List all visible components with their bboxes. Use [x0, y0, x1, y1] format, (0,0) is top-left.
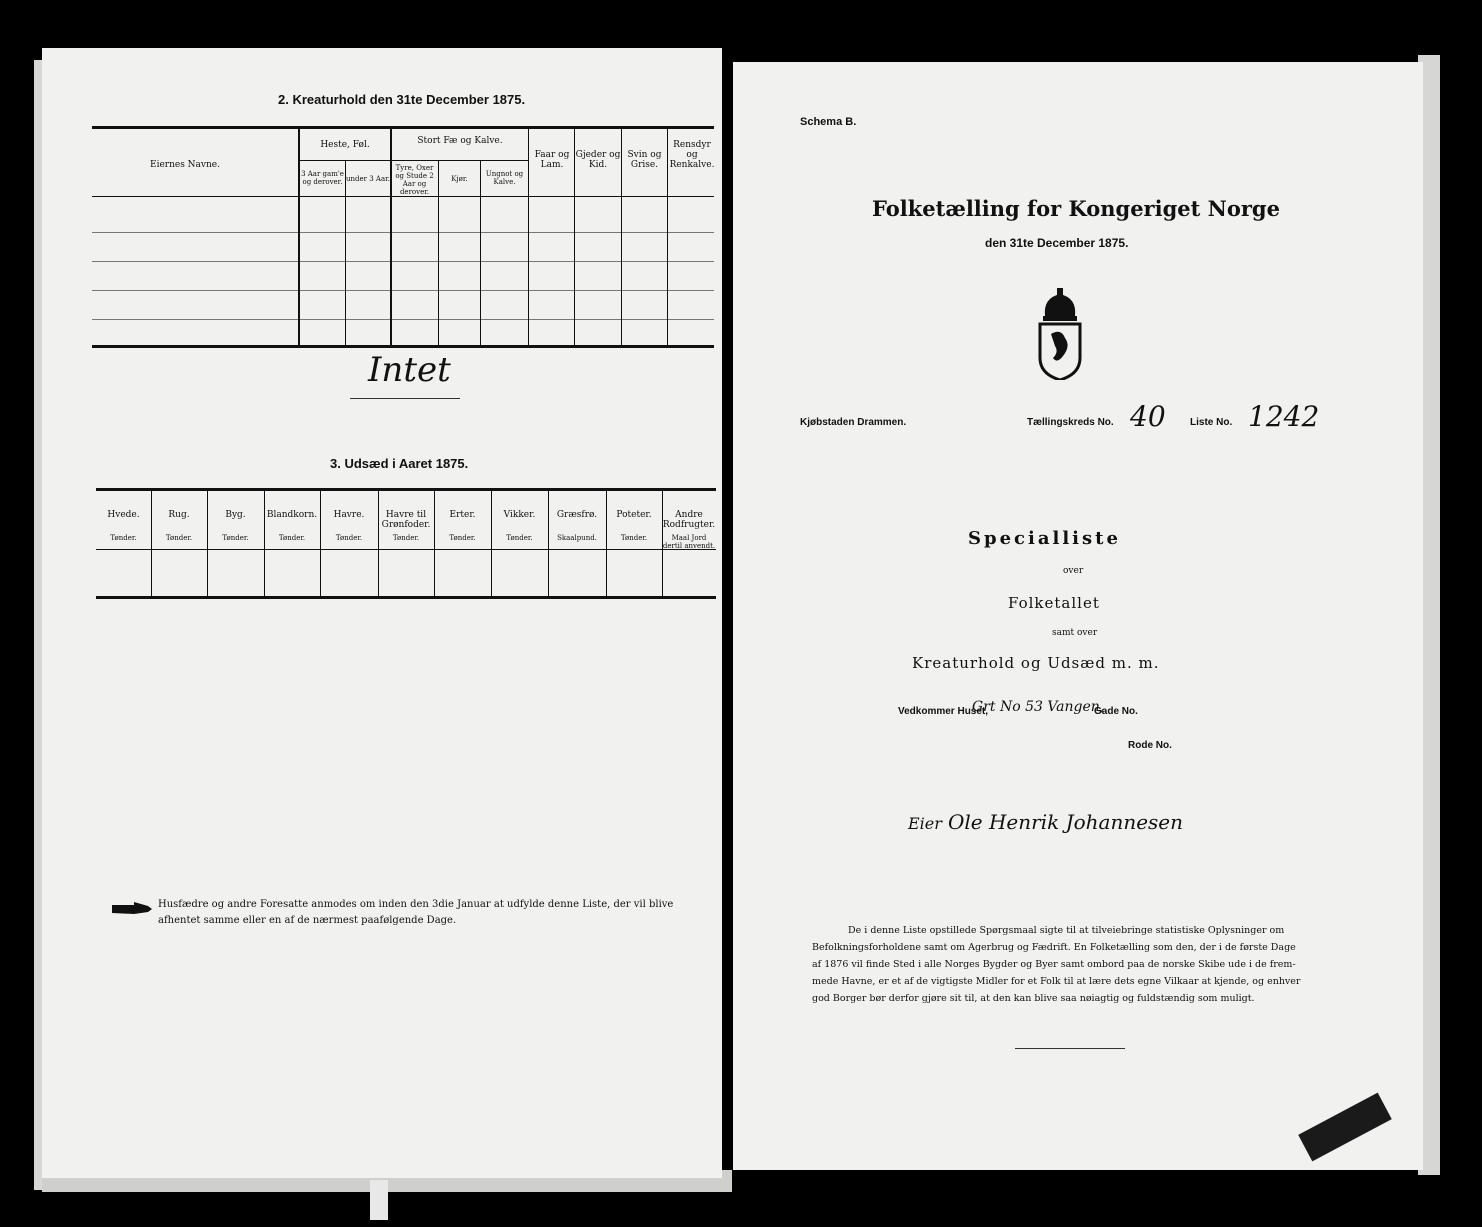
handwritten-intet: Intet: [368, 350, 451, 390]
paragraph-line-1: De i denne Liste opstillede Spørgsmaal sigte til at tilveiebringe statistiske Oplysninger om: [848, 925, 1285, 936]
section3-header-6: Havre til Grønfoder.: [381, 510, 431, 530]
notice-line-2: afhentet samme eller en af de nærmest paafølgende Dage.: [158, 915, 457, 926]
norwegian-crest-icon: [1035, 288, 1085, 380]
gade-label: Gade No.: [1094, 706, 1138, 717]
col-sheep-header: Faar og Lam.: [534, 150, 570, 170]
col-horses-sub-b: under 3 Aar.: [346, 175, 390, 183]
section2-subheader-rule: [298, 160, 390, 161]
col-cattle-sub-c: Ungnot og Kalve.: [485, 170, 524, 186]
col-horses-sub-a: 3 Aar gam'e og derover.: [301, 170, 344, 186]
section3-col-divider: [434, 490, 435, 598]
schema-label: Schema B.: [800, 116, 857, 128]
section2-col-divider: [438, 160, 439, 346]
section3-unit-4: Tønder.: [278, 534, 306, 542]
section3-title: 3. Udsæd i Aaret 1875.: [330, 456, 469, 471]
section3-col-divider: [151, 490, 152, 598]
section2-col-divider: [480, 160, 481, 346]
over-text: over: [1063, 566, 1084, 576]
kreds-label: Tællingskreds No.: [1027, 417, 1114, 428]
section3-unit-1: Tønder.: [110, 534, 137, 542]
section3-col-divider: [606, 490, 607, 598]
paragraph-line-4: mede Havne, er et af de vigtigste Midler for et Folk til at lære dets egne Vilkaar at kjende, og enhver: [812, 976, 1301, 987]
samt-over-text: samt over: [1052, 628, 1098, 638]
section2-col-divider: [528, 128, 529, 346]
census-date: den 31te December 1875.: [985, 236, 1129, 250]
section3-header-10: Poteter.: [616, 510, 652, 520]
paragraph-line-3: af 1876 vil finde Sted i alle Norges Bygder og Byer samt ombord paa de norske Skibe ude i de frem-: [812, 959, 1296, 970]
section3-header-4: Blandkorn.: [266, 510, 318, 520]
col-goats-header: Gjeder og Kid.: [575, 150, 621, 170]
section3-unit-5: Tønder.: [335, 534, 363, 542]
section3-col-divider: [207, 490, 208, 598]
section2-title: 2. Kreaturhold den 31te December 1875.: [278, 92, 526, 107]
census-title: Folketælling for Kongeriget Norge: [872, 196, 1280, 221]
section3-top-rule: [96, 488, 716, 491]
handwriting-underline: [350, 398, 460, 399]
vedkommer-label: Vedkommer Huset,: [898, 706, 989, 717]
folketallet-text: Folketallet: [1008, 594, 1100, 612]
section3-bottom-rule: [96, 596, 716, 599]
col-owner-header: Eiernes Navne.: [150, 160, 220, 170]
notice-line-1: Husfædre og andre Foresatte anmodes om inden den 3die Januar at udfylde denne Liste, der vil blive: [158, 899, 674, 910]
left-page: [42, 48, 722, 1178]
pointing-hand-icon: [112, 900, 152, 918]
closing-rule: [1015, 1048, 1125, 1049]
section3-header-1: Hvede.: [107, 510, 140, 520]
specialliste-heading: Specialliste: [968, 528, 1121, 549]
kreds-value: 40: [1130, 400, 1166, 433]
section3-col-divider: [548, 490, 549, 598]
section2-subheader-rule: [390, 160, 528, 161]
section3-header-7: Erter.: [449, 510, 476, 520]
section3-col-divider: [491, 490, 492, 598]
kjobstad-label: Kjøbstaden Drammen.: [800, 417, 907, 428]
section3-header-8: Vikker.: [503, 510, 536, 520]
paragraph-line-2: Befolkningsforholdene samt om Agerbrug og Fædrift. En Folketælling som den, der i de første Dage: [812, 942, 1296, 953]
section3-header-11: Andre Rodfrugter.: [662, 510, 716, 530]
binding-clip: [370, 1180, 388, 1220]
section3-col-divider: [264, 490, 265, 598]
col-cattle-sub-b: Kjør.: [451, 175, 468, 183]
col-pigs-header: Svin og Grise.: [627, 150, 662, 170]
section3-unit-8: Tønder.: [506, 534, 533, 542]
section3-header-9: Græsfrø.: [556, 510, 598, 520]
col-reindeer-header: Rensdyr og Renkalve.: [669, 140, 715, 170]
col-horses-header: Heste, Føl.: [320, 140, 370, 150]
owner-name: Ole Henrik Johannesen: [948, 810, 1184, 834]
section3-unit-11: Maal Jord dertil anvendt.: [662, 534, 716, 550]
section3-header-2: Rug.: [168, 510, 190, 520]
paragraph-line-5: god Borger bør derfor gjøre sit til, at den kan blive saa nøiagtig og fuldstændig som muligt.: [812, 993, 1255, 1004]
col-cattle-header: Stort Fæ og Kalve.: [417, 136, 503, 146]
rode-label: Rode No.: [1128, 740, 1172, 751]
section3-unit-2: Tønder.: [165, 534, 193, 542]
col-cattle-sub-a: Tyre, Oxer og Stude 2 Aar og derover.: [395, 164, 434, 196]
section3-header-rule: [96, 549, 716, 550]
section3-col-divider: [320, 490, 321, 598]
kreaturhold-text: Kreaturhold og Udsæd m. m.: [912, 654, 1160, 672]
section3-header-5: Havre.: [333, 510, 365, 520]
owner-label: Eier: [908, 814, 942, 833]
section3-unit-10: Tønder.: [620, 534, 648, 542]
section3-unit-6: Tønder.: [392, 534, 420, 542]
section3-header-3: Byg.: [225, 510, 246, 520]
section3-col-divider: [378, 490, 379, 598]
section2-col-divider: [345, 160, 346, 346]
vedkommer-value: Grt No 53 Vangen,: [972, 699, 1105, 715]
liste-value: 1242: [1248, 400, 1320, 433]
section3-unit-9: Skaalpund.: [557, 534, 597, 542]
section3-unit-7: Tønder.: [449, 534, 476, 542]
liste-label: Liste No.: [1190, 417, 1233, 428]
section3-unit-3: Tønder.: [222, 534, 249, 542]
